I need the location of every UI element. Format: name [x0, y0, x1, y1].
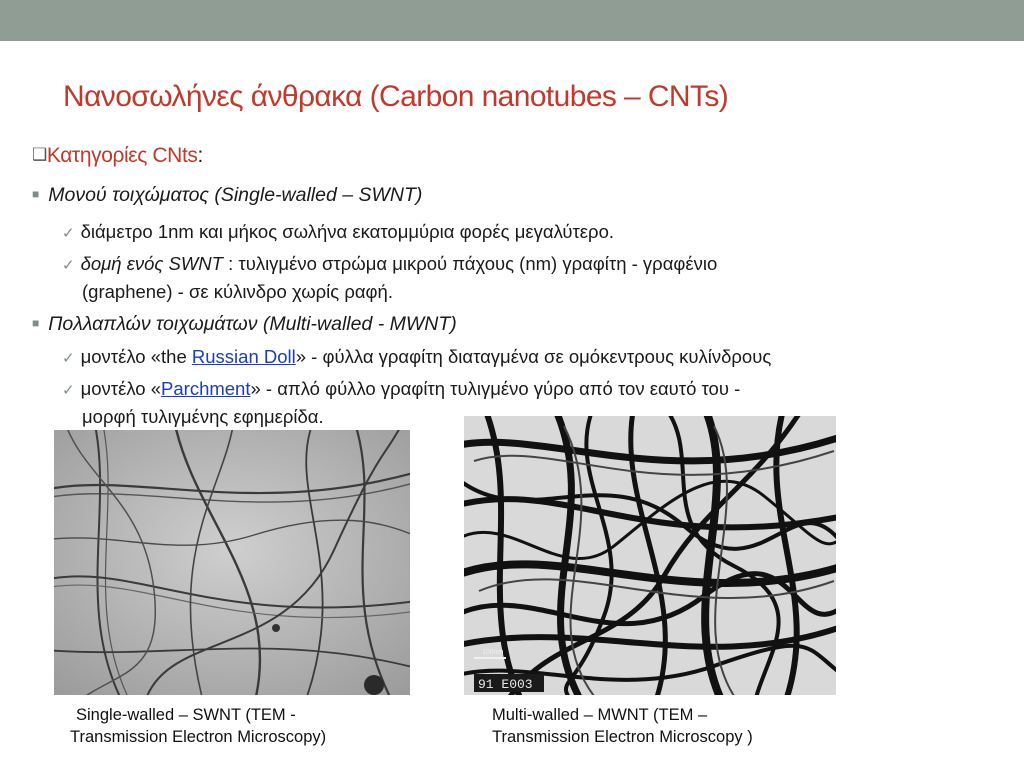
swnt-caption	[70, 704, 326, 748]
mwnt-item-2-continuation: μορφή τυλιγμένης εφημερίδα.	[82, 406, 324, 427]
checkmark-icon: ✓	[62, 382, 75, 399]
image-code-label: 91 E003	[478, 677, 533, 692]
mwnt-tem-image	[464, 416, 836, 695]
category-label: Κατηγορίες CNts	[46, 144, 198, 167]
mwnt-caption	[492, 704, 753, 748]
mwnt-item-1	[62, 346, 771, 368]
square-bullet-icon: ■	[32, 316, 40, 330]
mwnt-caption-line-2: Transmission Electron Microscopy )	[492, 728, 753, 746]
checkmark-icon: ✓	[62, 257, 75, 274]
mwnt-item-1-pre: μοντέλο «the	[80, 346, 192, 367]
swnt-caption-line-1: Single-walled – SWNT (TEM -	[76, 706, 296, 724]
swnt-tem-image	[54, 430, 410, 695]
swnt-item-2-continuation: (graphene) - σε κύλινδρο χωρίς ραφή.	[82, 281, 393, 302]
hollow-square-icon: ❑	[32, 145, 47, 164]
swnt-caption-line-2: Transmission Electron Microscopy)	[70, 728, 327, 746]
parchment-link[interactable]: Parchment	[161, 378, 251, 399]
swnt-item-2-sep: :	[222, 253, 239, 274]
russian-doll-link[interactable]: Russian Doll	[191, 346, 296, 367]
mwnt-item-2-post: » - απλό φύλλο γραφίτη τυλιγμένο γύρο από τον εαυτό του -	[250, 378, 741, 399]
category-colon: :	[197, 144, 203, 167]
swnt-item-2	[62, 253, 717, 275]
checkmark-icon: ✓	[62, 225, 75, 242]
swnt-item-1	[62, 221, 614, 243]
swnt-item-2-text: τυλιγμένο στρώμα μικρού πάχους (nm) γραφίτη - γραφένιο	[238, 253, 718, 274]
mwnt-heading: Πολλαπλών τοιχωμάτων (Multi-walled - MWNT)	[48, 313, 457, 335]
swnt-item-1-text: διάμετρο 1nm και μήκος σωλήνα εκατομμύρια φορές μεγαλύτερο.	[80, 221, 614, 242]
category-heading	[32, 144, 203, 168]
mwnt-item-2-pre: μοντέλο «	[80, 378, 162, 399]
scale-label: 100nm	[482, 649, 504, 656]
mwnt-item-2	[62, 378, 740, 400]
mwnt-item-1-post: » - φύλλα γραφίτη διαταγμένα σε ομόκεντρους κυλίνδρους	[295, 346, 772, 367]
mwnt-caption-line-1: Multi-walled – MWNT (TEM –	[492, 706, 708, 724]
square-bullet-icon: ■	[32, 187, 40, 201]
swnt-heading: Μονού τοιχώματος (Single-walled – SWNT)	[48, 184, 423, 206]
swnt-item-2-lead: δομή ενός SWNT	[80, 253, 223, 274]
top-banner	[0, 0, 1024, 41]
checkmark-icon: ✓	[62, 350, 75, 367]
mwnt-heading-row	[32, 313, 457, 336]
slide-title: Νανοσωλήνες άνθρακα (Carbon nanotubes – CNTs)	[63, 80, 729, 113]
swnt-heading-row	[32, 184, 422, 207]
